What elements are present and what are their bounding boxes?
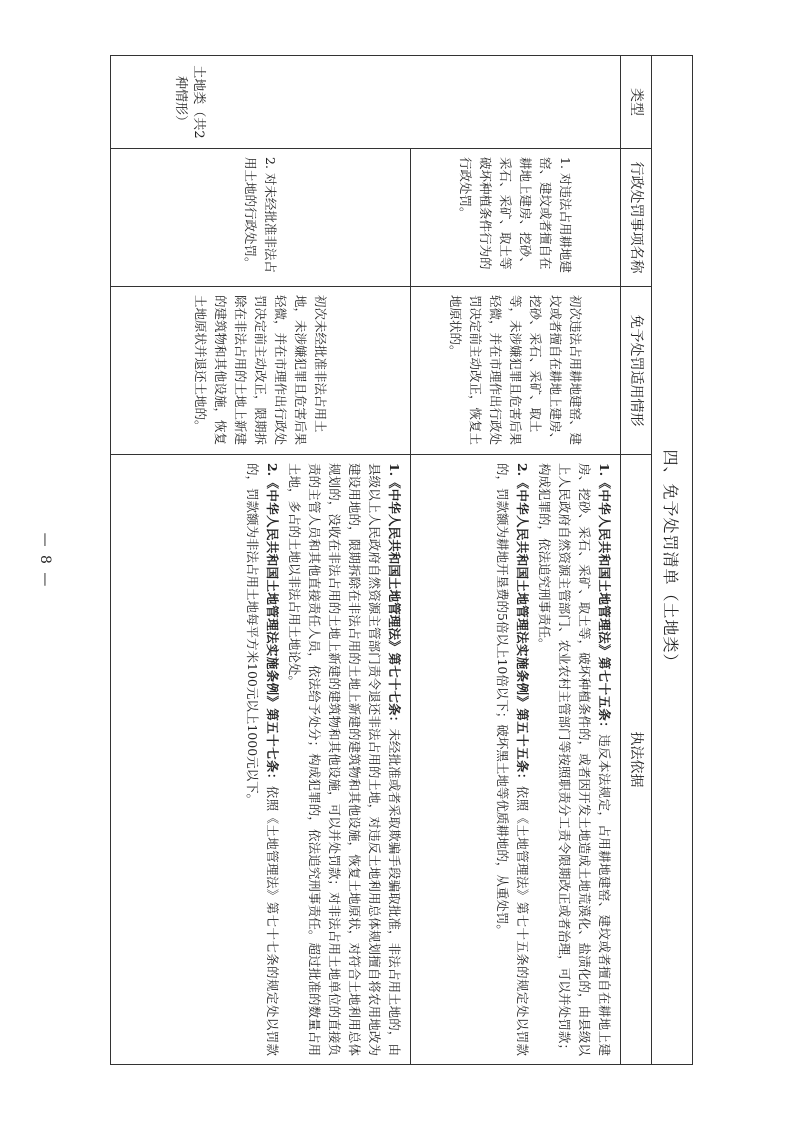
table-grid (111, 56, 652, 1064)
basis-paragraph (284, 463, 404, 1056)
law-text: 违反本法规定，占用耕地建窑、建坟或者擅自在耕地上建房、挖砂、采石、采矿、取土等，破坏种植条件的，或者因开发土地造成土地荒漠化、盐渍化的，由县级以上人民政府自然资源主管部门、农业农村主管部门等按照职责分工责令限期改正或者治理，可以并处罚款；构成犯罪的，依法追究刑事责任。 (537, 463, 612, 1056)
header-basis: 执法依据 (620, 455, 652, 1064)
table-row-2-condition: 初次未经批准非法占用土地，未涉嫌犯罪且危害后果轻微，并在市理作出行政处罚决定前主动改正，限期拆除在非法占用的土地上新建的建筑物和其他设施，恢复土地原状并退还土地的。 (111, 287, 410, 455)
law-text: 依照《土地管理法》第七十七条的规定处以罚款的，罚款额为非法占用土地每平方米100元以上1000元以下。 (245, 463, 280, 1056)
basis-paragraph (242, 463, 282, 1056)
table-row-2-basis (111, 455, 410, 1064)
table-row-1-basis (410, 455, 620, 1064)
page-number: — 8 — (37, 532, 53, 589)
law-citation: 2.《中华人民共和国土地管理法实施条例》第五十七条： (265, 463, 280, 786)
law-text: 依照《土地管理法》第七十五条的规定处以罚款的，罚款额为耕地开垦费的5倍以上10倍以下；破坏黑土地等优质耕地的，从重处罚。 (495, 463, 530, 1056)
law-text: 未经批准或者采取欺骗手段骗取批准，非法占用土地的，由县级以上人民政府自然资源主管部门责令退还非法占用的土地，对违反土地利用总体规划擅自将农用地改为建设用地的，限期拆除在非法占用的土地上新建的建筑物和其他设施，恢复土地原状，对符合土地利用总体规划的，没收在非法占用的土地上新建的建筑物和其他设施，可以并处罚款；对非法占用土地单位的直接负责的主管人员和其他直接责任人员，依法给予处分；构成犯罪的，依法追究刑事责任。超过批准的数量占用土地，多占的土地以非法占用土地论处。 (287, 463, 402, 1056)
type-label: 土地类（共2种情形） (111, 56, 620, 149)
law-citation: 1.《中华人民共和国土地管理法》第七十七条： (387, 463, 402, 729)
header-item-name: 行政处罚事项名称 (620, 149, 652, 287)
section-title: 四、免予处罚清单（土地类） (651, 56, 692, 1064)
header-type: 类型 (620, 56, 652, 149)
law-citation: 2.《中华人民共和国土地管理法实施条例》第五十五条： (515, 463, 530, 786)
basis-paragraph (534, 463, 614, 1056)
law-citation: 1.《中华人民共和国土地管理法》第七十五条： (597, 463, 612, 735)
basis-paragraph (492, 463, 532, 1056)
header-condition: 免予处罚适用情形 (620, 287, 652, 455)
table-row-1-condition: 初次违法占用耕地建窑、建坟或者擅自在耕地上建房、挖砂、采石、采矿、取土等，未涉嫌犯罪且危害后果轻微，并在市理作出行政处罚决定前主动改正，恢复土地原状的。 (410, 287, 620, 455)
table-row-1-item-name: 1. 对违法占用耕地建窑、建坟或者擅自在耕地上建房、挖砂、采石、采矿、取土等破坏种植条件行为的行政处罚。 (410, 149, 620, 287)
table-row-2-item-name: 2. 对未经批准非法占用土地的行政处罚。 (111, 149, 410, 287)
penalty-exemption-table (110, 55, 693, 1065)
